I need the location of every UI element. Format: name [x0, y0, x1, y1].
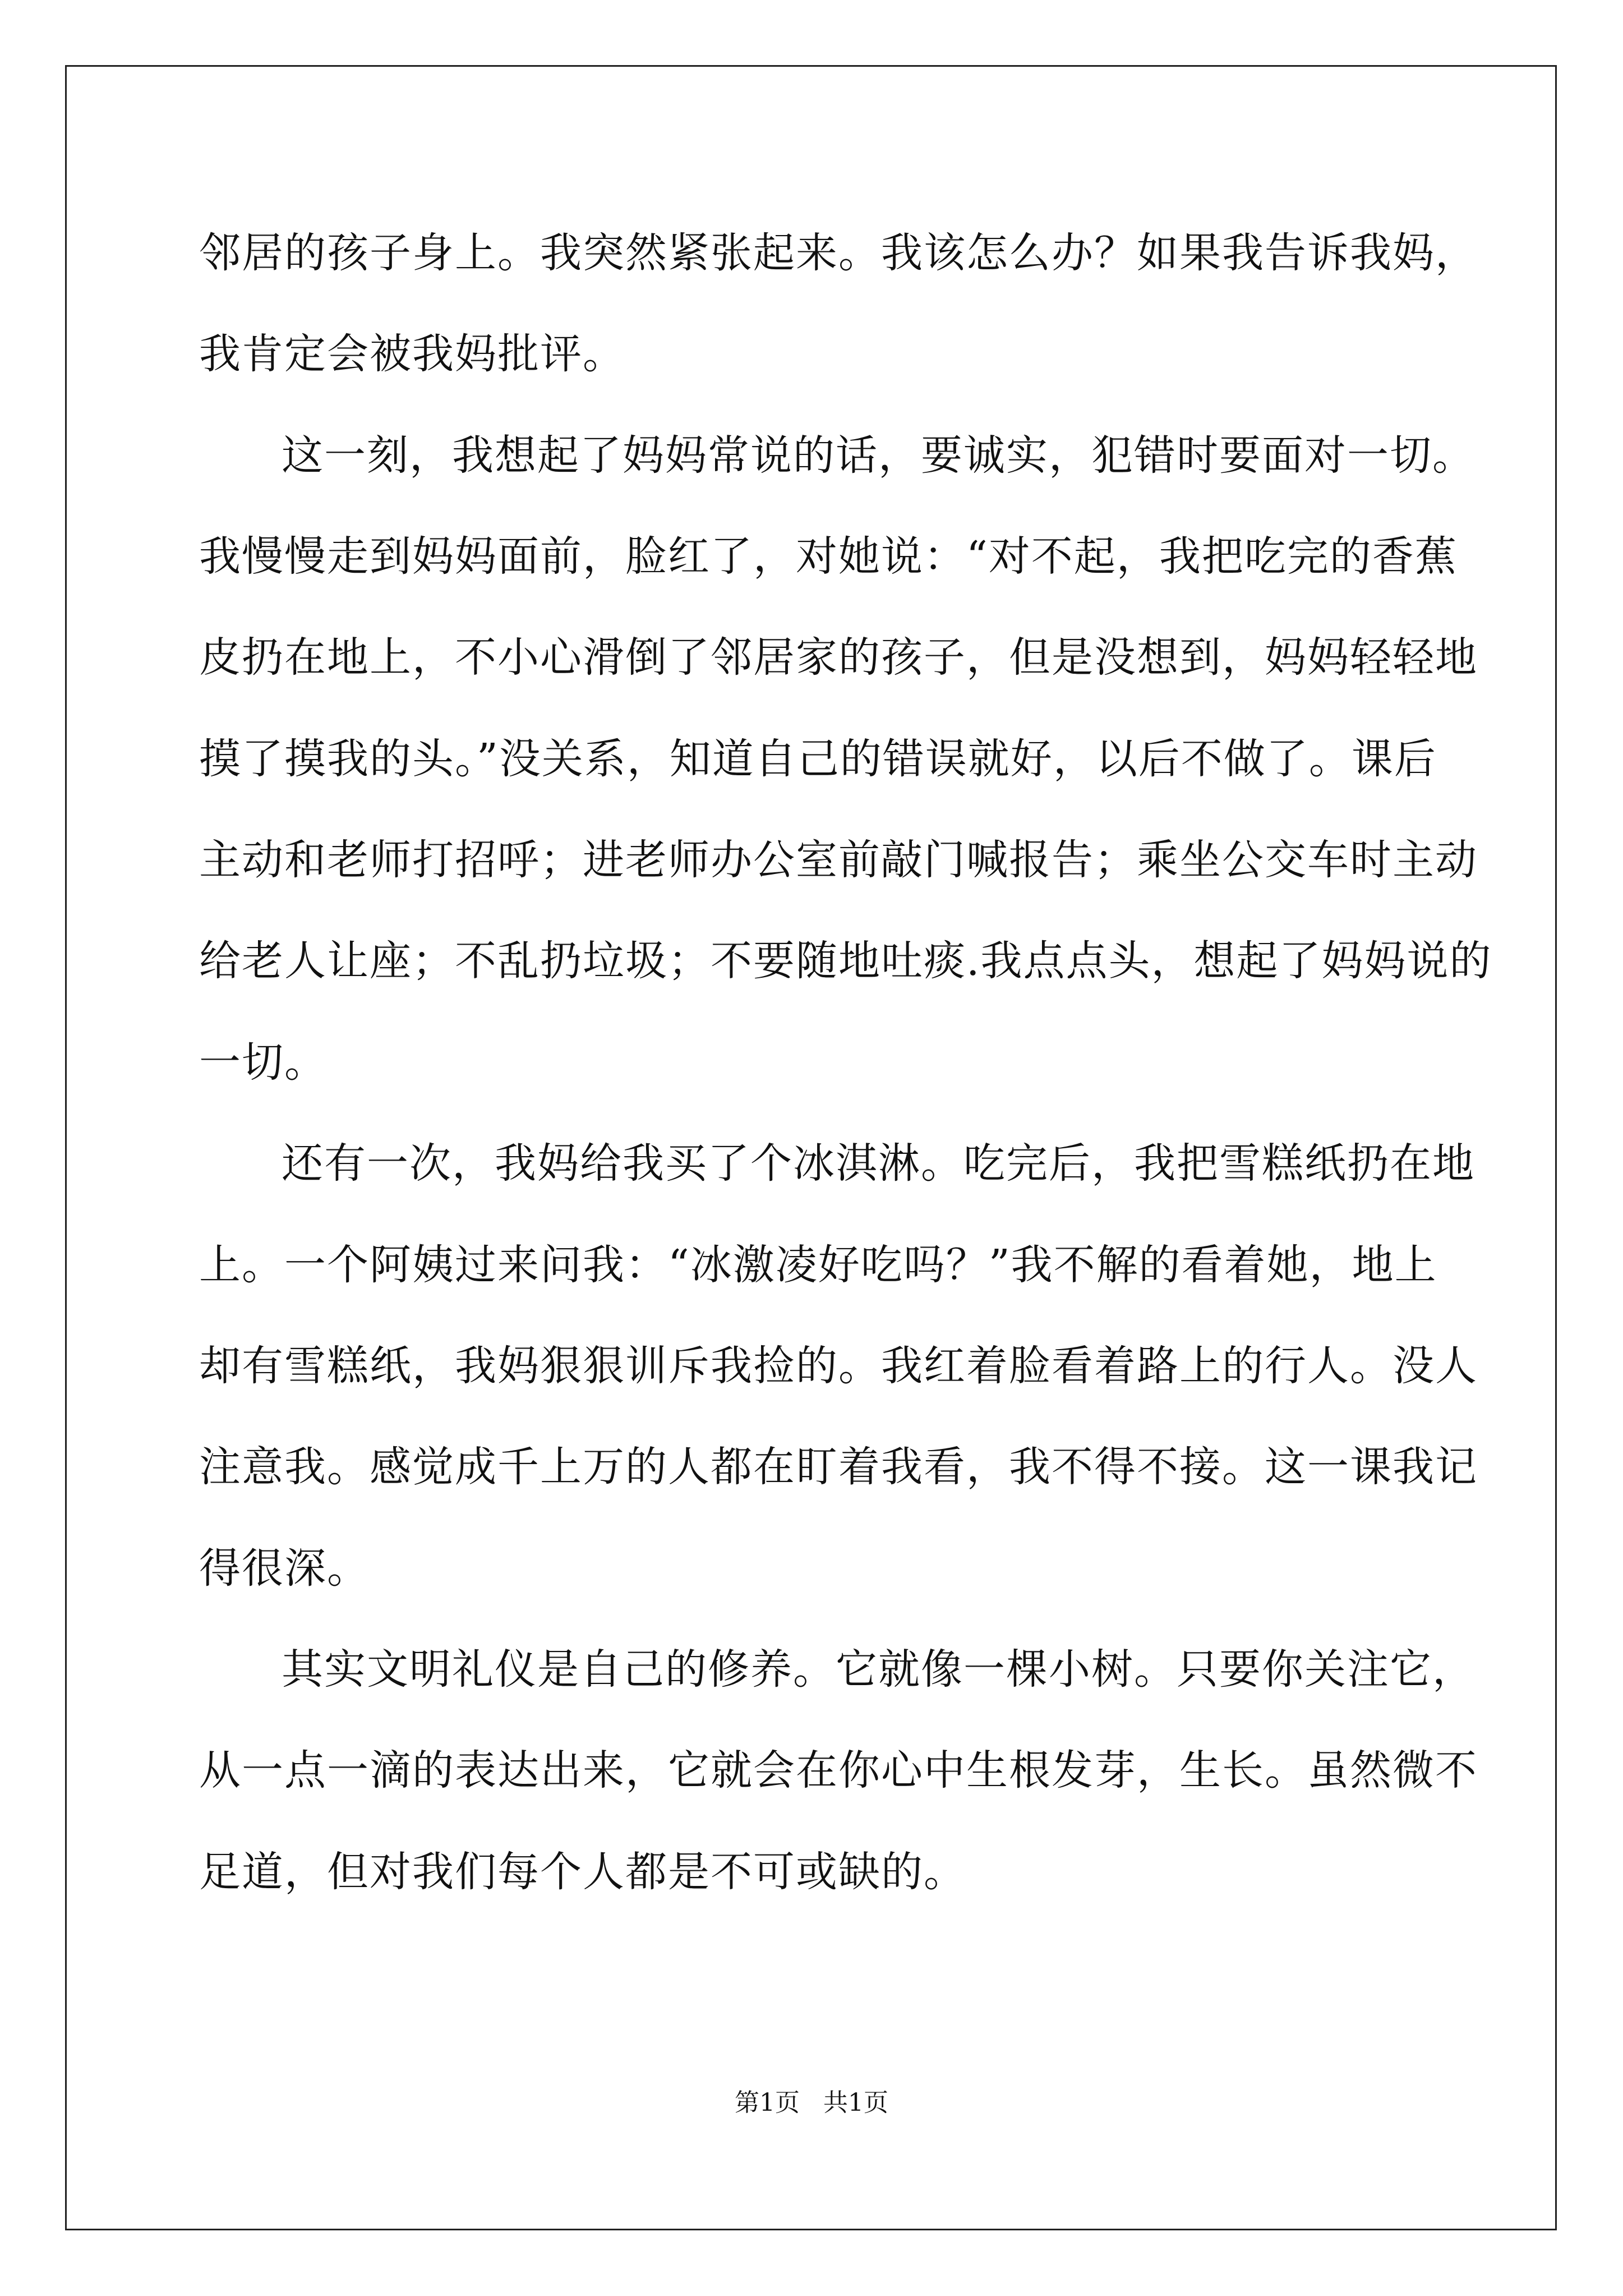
paragraph-2-line-1: 这一刻，我想起了妈妈常说的话，要诚实，犯错时要面对一切。 [282, 431, 1475, 480]
page-number-footer: 第1页 共1页 [735, 2088, 888, 2117]
paragraph-4-line-2: 从一点一滴的表达出来，它就会在你心中生根发芽，生长。虽然微不 [199, 1746, 1478, 1795]
paragraph-2-line-6: 给老人让座；不乱扔垃圾；不要随地吐痰.我点点头，想起了妈妈说的 [199, 937, 1492, 985]
paragraph-4-line-1: 其实文明礼仪是自己的修养。它就像一棵小树。只要你关注它， [282, 1645, 1475, 1694]
paragraph-3-line-3: 却有雪糕纸，我妈狠狠训斥我捡的。我红着脸看着路上的行人。没人 [199, 1342, 1478, 1390]
paragraph-3-line-2: 上。一个阿姨过来问我：“冰激凌好吃吗？”我不解的看着她，地上 [199, 1241, 1437, 1289]
paragraph-2-line-7: 一切。 [199, 1038, 327, 1087]
paragraph-4-line-3: 足道，但对我们每个人都是不可或缺的。 [199, 1848, 966, 1896]
paragraph-2-line-2: 我慢慢走到妈妈面前，脸红了，对她说：“对不起，我把吃完的香蕉 [199, 532, 1458, 581]
paragraph-3-line-4: 注意我。感觉成千上万的人都在盯着我看，我不得不接。这一课我记 [199, 1443, 1478, 1491]
paragraph-3-line-1: 还有一次，我妈给我买了个冰淇淋。吃完后，我把雪糕纸扔在地 [282, 1139, 1475, 1188]
paragraph-2-line-4: 摸了摸我的头。”没关系，知道自己的错误就好，以后不做了。课后 [199, 735, 1437, 783]
paragraph-1-line-2: 我肯定会被我妈批评。 [199, 330, 625, 378]
paragraph-3-line-5: 得很深。 [199, 1544, 370, 1593]
paragraph-1-line-1: 邻居的孩子身上。我突然紧张起来。我该怎么办？如果我告诉我妈， [199, 229, 1478, 277]
paragraph-2-line-3: 皮扔在地上，不小心滑倒了邻居家的孩子，但是没想到，妈妈轻轻地 [199, 633, 1478, 682]
paragraph-2-line-5: 主动和老师打招呼；进老师办公室前敲门喊报告；乘坐公交车时主动 [199, 836, 1478, 884]
